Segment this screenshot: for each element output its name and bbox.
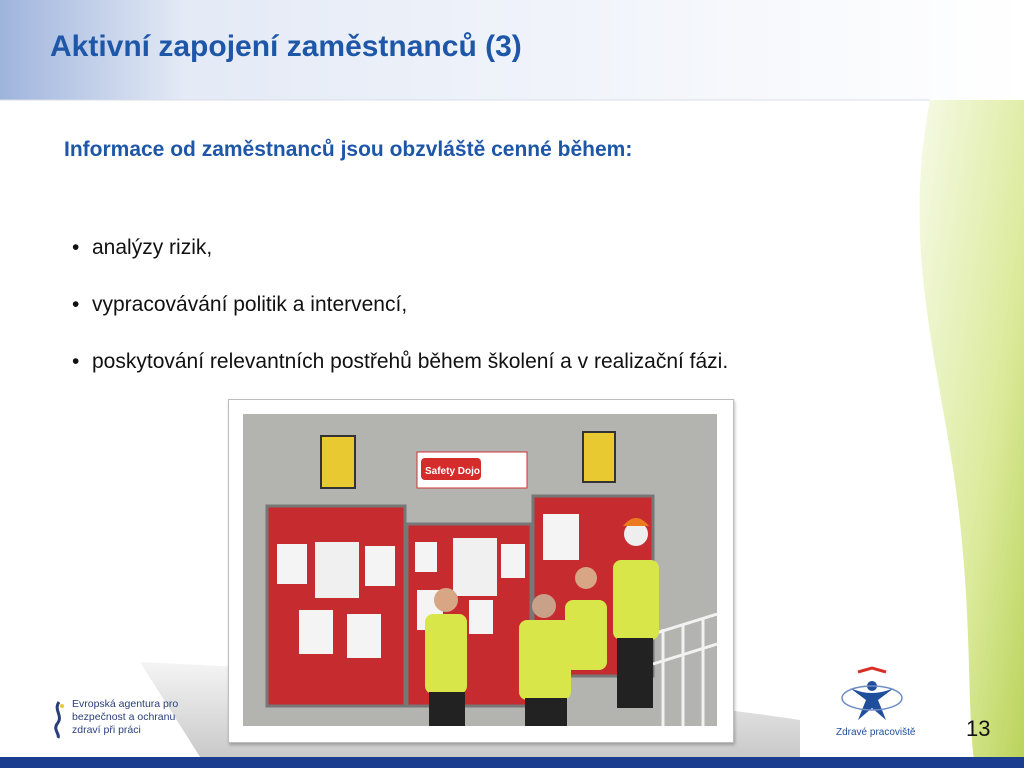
- banner-text: Safety Dojo: [425, 466, 481, 477]
- photo-workers-safety-board: [243, 414, 717, 726]
- bullet-item: [72, 236, 728, 293]
- bullet-dot: •: [72, 350, 80, 373]
- campaign-logo: [828, 664, 918, 744]
- bullet-dot: •: [72, 293, 80, 316]
- agency-line: bezpečnost a ochranu: [72, 711, 176, 723]
- campaign-star-icon: [828, 664, 918, 726]
- agency-mark-icon: [50, 700, 68, 740]
- agency-name: [72, 698, 178, 737]
- agency-line: zdraví při práci: [72, 724, 141, 736]
- bullet-text: vypracovávání politik a intervencí,: [92, 293, 408, 316]
- eu-osha-logo: [50, 698, 190, 742]
- slide-subtitle: Informace od zaměstnanců jsou obzvláště cenné během:: [64, 138, 633, 161]
- bullet-item: [72, 293, 728, 350]
- page-number: 13: [966, 716, 991, 741]
- bullet-dot: •: [72, 236, 80, 259]
- photo-frame: [228, 399, 734, 743]
- bullet-text: poskytování relevantních postřehů během školení a v realizační fázi.: [92, 350, 729, 373]
- slide-title: Aktivní zapojení zaměstnanců (3): [50, 30, 522, 63]
- bullet-list: [72, 236, 728, 407]
- footer-bar: [0, 757, 1024, 768]
- agency-line: Evropská agentura pro: [72, 698, 179, 710]
- campaign-name: Zdravé pracoviště: [836, 727, 916, 738]
- bullet-text: analýzy rizik,: [92, 236, 213, 259]
